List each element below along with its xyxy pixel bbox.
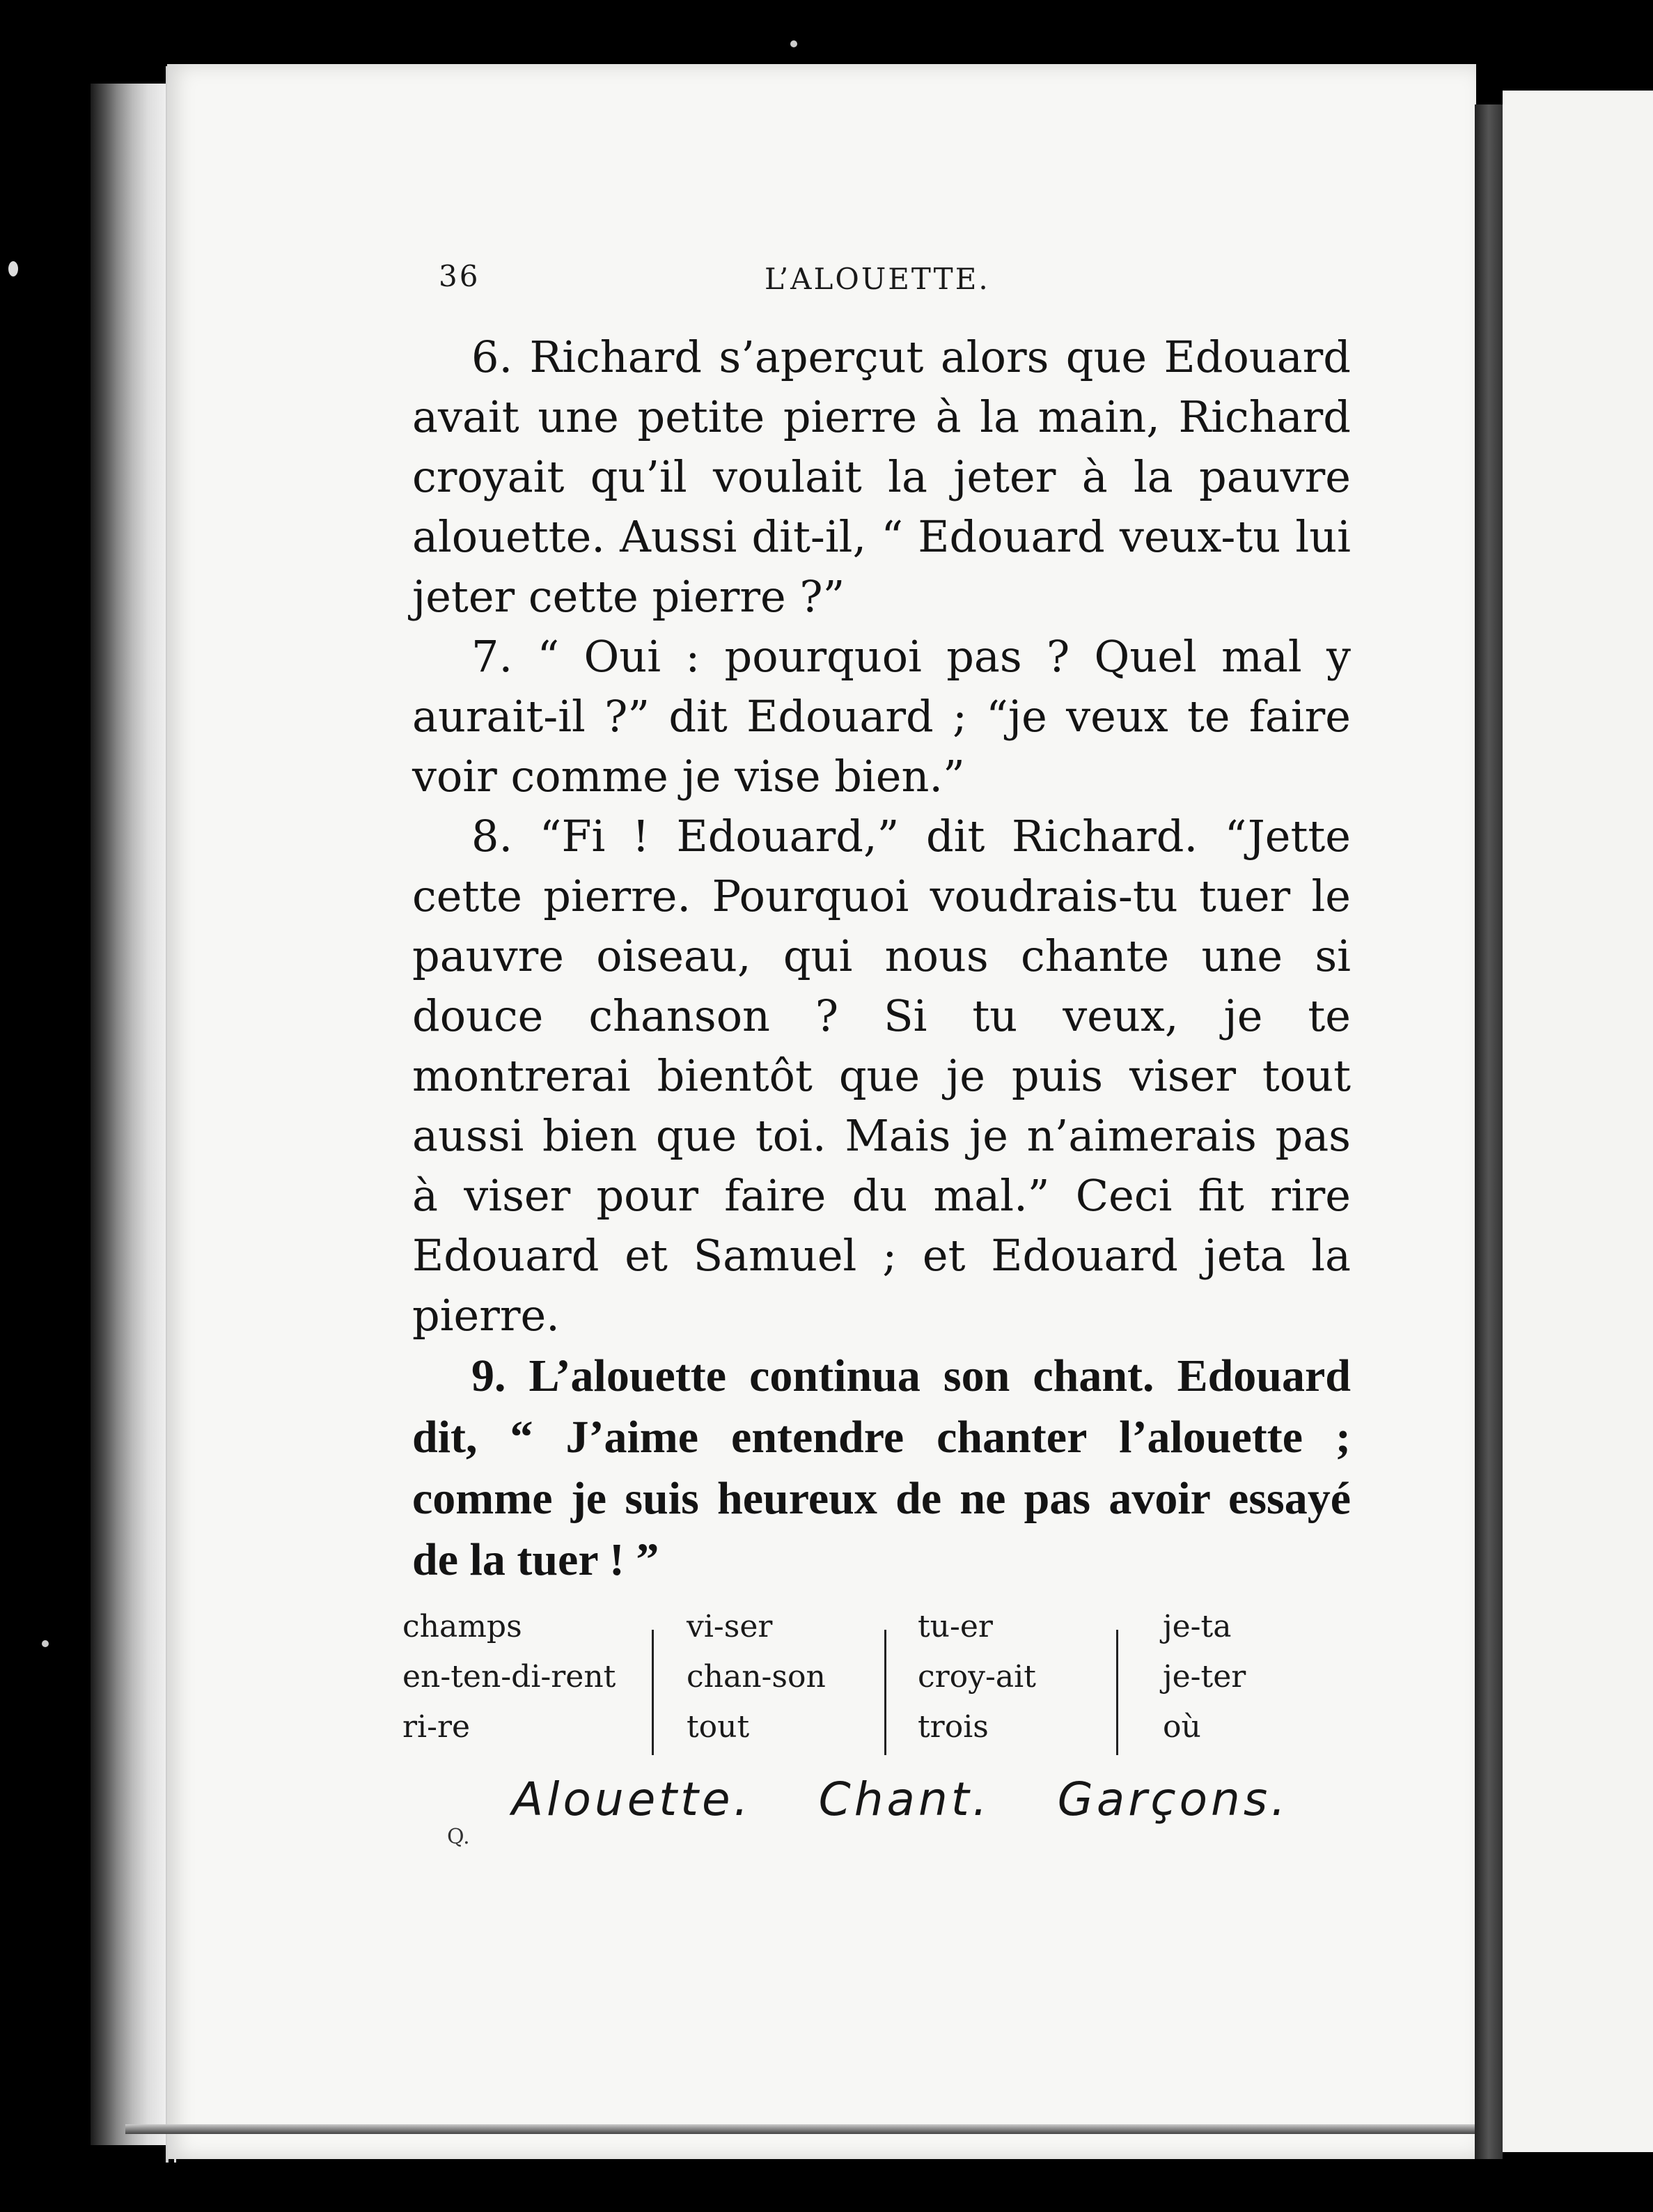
vocabulary-word: tu-er (918, 1609, 993, 1644)
vocabulary-table (402, 1602, 1266, 1762)
vocabulary-word: champs (402, 1609, 522, 1644)
vocabulary-word: en-ten-di-rent (402, 1659, 616, 1695)
vocabulary-word: vi-ser (687, 1609, 773, 1644)
signature-mark: Q. (447, 1825, 470, 1849)
running-title: L’ALOUETTE. (765, 262, 990, 296)
book-binding (91, 84, 167, 2145)
facing-page-edge (1503, 91, 1653, 2152)
vocabulary-word: croy-ait (918, 1659, 1036, 1695)
page-header (439, 259, 1344, 301)
body-text (412, 327, 1351, 1591)
paragraph-8: 8. “Fi ! Edouard,” dit Richard. “Jette cette pierre. Pourquoi voudrais-tu tuer le pauvre oiseau, qui nous chante une si douce chanson ? Si tu veux, je te montrerai bientôt que je puis viser tout aussi bien que toi. Mais je n’aimerais pas à viser pour faire du mal.” Ceci fit rire Edouard et Samuel ; et Edouard jeta la pierre. (412, 811, 1351, 1341)
footer-word: Alouette. (512, 1773, 752, 1826)
paragraph-9: 9. L’alouette continua son chant. Edouard dit, “ J’aime entendre chanter l’alouette ; comme je suis heureux de ne pas avoir essayé de la tuer ! ” (412, 1350, 1351, 1585)
footer-word: Garçons. (1057, 1773, 1290, 1826)
scan-speck (42, 1640, 49, 1647)
vocabulary-word: où (1163, 1709, 1201, 1745)
scan-speck (790, 40, 797, 47)
vocabulary-word: trois (918, 1709, 989, 1745)
vocabulary-column (402, 1602, 616, 1752)
column-divider (652, 1630, 654, 1755)
column-divider (1116, 1630, 1118, 1755)
vocabulary-column (918, 1602, 1036, 1752)
footer-word-list (512, 1773, 1290, 1826)
vocabulary-word: tout (687, 1709, 750, 1745)
vocabulary-column (687, 1602, 826, 1752)
vocabulary-word: chan-son (687, 1659, 826, 1695)
scan-speck (8, 261, 18, 276)
paragraph-6: 6. Richard s’aperçut alors que Edouard avait une petite pierre à la main, Richard croyait qu’il voulait la jeter à la pauvre alouette. Aussi dit-il, “ Edouard veux-tu lui jeter cette pierre ?” (412, 332, 1351, 622)
vocabulary-word: ri-re (402, 1709, 471, 1745)
page-number: 36 (439, 259, 480, 293)
page-bottom-edge (125, 2124, 1483, 2134)
gutter-shadow (1475, 104, 1503, 2159)
vocabulary-word: je-ta (1163, 1609, 1232, 1644)
vocabulary-word: je-ter (1163, 1659, 1246, 1695)
footer-word: Chant. (818, 1773, 991, 1826)
vocabulary-column (1163, 1602, 1246, 1752)
paragraph-7: 7. “ Oui : pourquoi pas ? Quel mal y aurait-il ?” dit Edouard ; “je veux te faire voir comme je vise bien.” (412, 631, 1351, 802)
column-divider (884, 1630, 886, 1755)
